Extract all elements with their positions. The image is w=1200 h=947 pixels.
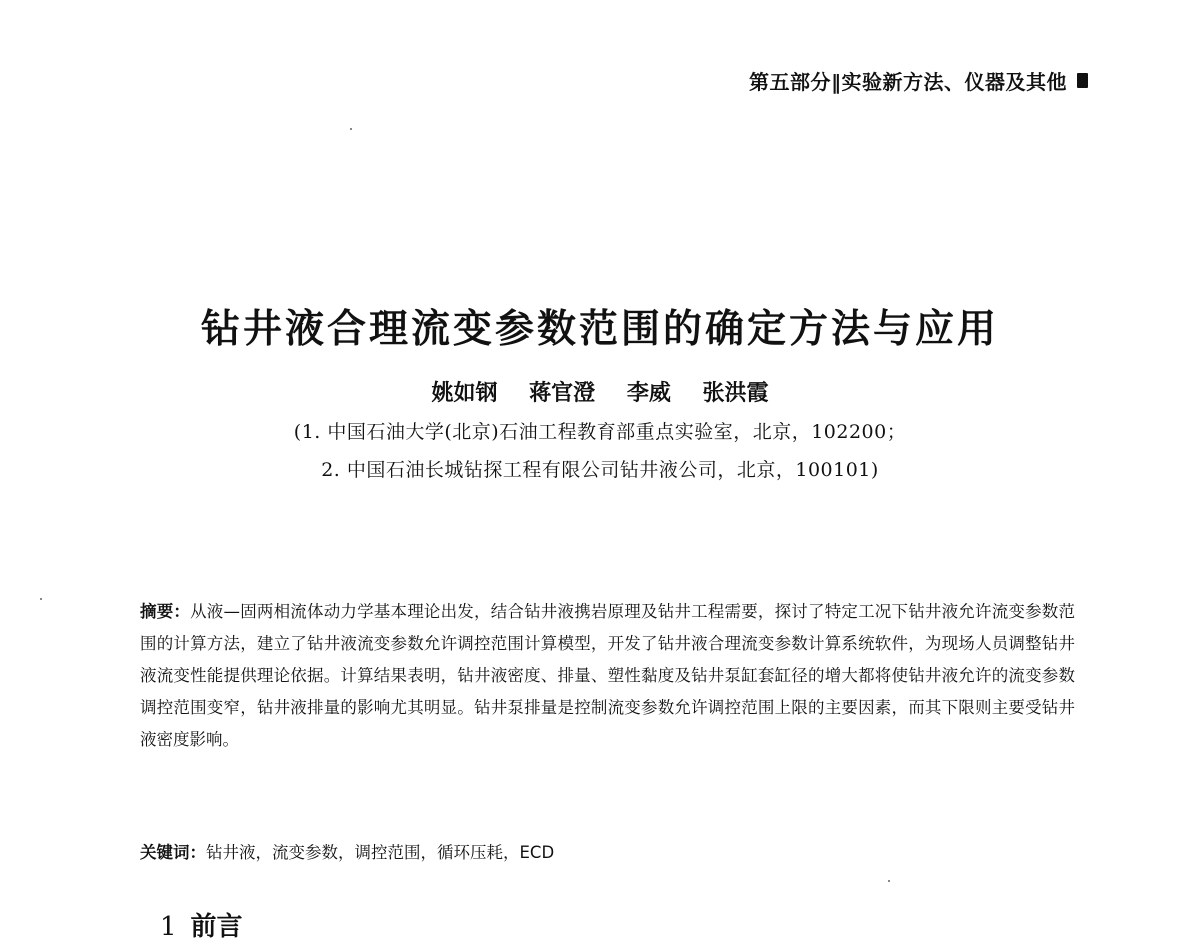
affiliation-line: 2. 中国石油长城钻探工程有限公司钻井液公司，北京，100101) xyxy=(321,459,879,481)
abstract xyxy=(140,596,1075,756)
affiliation-line: (1. 中国石油大学(北京)石油工程教育部重点实验室，北京，102200； xyxy=(293,421,907,443)
scan-speck xyxy=(40,598,42,600)
keywords-text: 钻井液，流变参数，调控范围，循环压耗，ECD xyxy=(206,843,555,862)
abstract-label: 摘要： xyxy=(140,602,191,621)
author-name: 蒋官澄 xyxy=(529,380,596,406)
paper-title: 钻井液合理流变参数范围的确定方法与应用 xyxy=(200,306,999,352)
author-name: 李威 xyxy=(626,380,671,406)
author-name: 张洪霞 xyxy=(702,380,769,406)
scan-speck xyxy=(350,128,352,130)
keywords-label: 关键词： xyxy=(140,843,206,862)
abstract-paragraph xyxy=(140,596,1075,756)
running-head-text: 第五部分‖实验新方法、仪器及其他 xyxy=(749,70,1067,94)
section-marker-icon xyxy=(1077,73,1088,88)
keywords xyxy=(140,838,1075,868)
running-head xyxy=(749,66,1088,95)
section-title: 前言 xyxy=(190,912,243,942)
author-name: 姚如钢 xyxy=(431,380,498,406)
author-list xyxy=(0,376,1200,407)
section-number: 1 xyxy=(160,912,177,942)
section-heading xyxy=(160,906,243,943)
abstract-text: 从液—固两相流体动力学基本理论出发，结合钻井液携岩原理及钻井工程需要，探讨了特定工况下钻井液允许流变参数范围的计算方法，建立了钻井液流变参数允许调控范围计算模型，开发了钻井液合理流变参数计算系统软件，为现场人员调整钻井液流变性能提供理论依据。计算结果表明，钻井液密度、排量、塑性黏度及钻井泵缸套缸径的增大都将使钻井液允许的流变参数调控范围变窄，钻井液排量的影响尤其明显。钻井泵排量是控制流变参数允许调控范围上限的主要因素，而其下限则主要受钻井液密度影响。 xyxy=(140,602,1076,749)
scan-speck xyxy=(888,880,890,882)
